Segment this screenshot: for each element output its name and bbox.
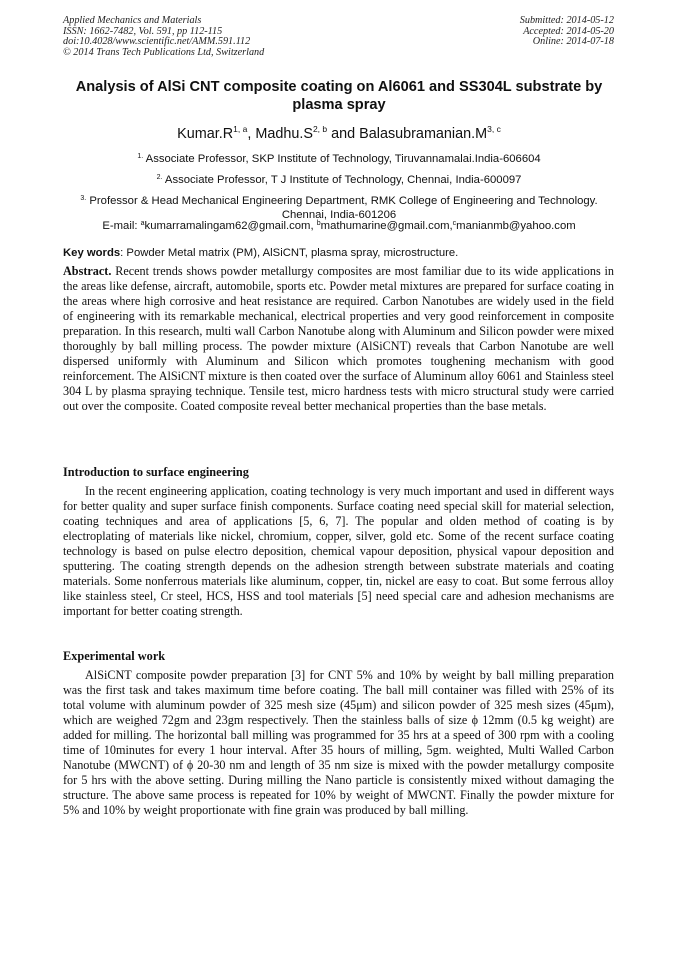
abstract-label: Abstract. [63,264,112,278]
email-line [60,220,618,232]
author-superscript: 2, b [312,124,328,134]
author-list [60,124,618,142]
author-superscript: 1, a [233,124,248,134]
affiliation-marker: 2. [156,174,163,181]
email-address[interactable]: manianmb@yahoo.com [456,220,576,232]
submitted-date: Submitted: 2014-05-12 [519,15,614,26]
email-marker: a [140,220,145,227]
abstract [63,264,614,414]
section-paragraph [63,484,614,619]
affiliation-text: Professor & Head Mechanical Engineering Department, RMK College of Engineering and Technology. Chennai, India-601206 [89,195,598,221]
online-date: Online: 2014-07-18 [532,36,614,48]
affiliation-marker: 3. [80,195,87,202]
paper-title: Analysis of AlSi CNT composite coating on Al6061 and SS304L substrate by plasma spray [75,79,603,113]
email-address[interactable]: mathumarine@gmail.com, [320,220,453,232]
dates-info [520,16,614,48]
author-separator: , [247,126,256,142]
email-marker: c [452,220,457,227]
doi-line: doi:10.4028/www.scientific.net/AMM.591.112 [63,36,251,48]
accepted-date: Accepted: 2014-05-20 [523,25,614,37]
author-name: Balasubramanian.M [359,126,488,142]
section-heading: Introduction to surface engineering [63,465,249,479]
affiliation-text: Associate Professor, SKP Institute of Technology, Tiruvannamalai.India-606604 [145,153,541,165]
keywords-text: : Powder Metal matrix (PM), AlSiCNT, plasma spray, microstructure. [120,247,459,259]
journal-info [63,16,264,58]
issn-line: ISSN: 1662-7482, Vol. 591, pp 112-115 [63,25,223,37]
paragraph-text: AlSiCNT composite powder preparation [3] for CNT 5% and 10% by weight by ball milling preparation was the first task and takes maximum time before coating. The ball mill container was filled with 25% of its total volume with aluminum powder of 325 mesh size (45μm) and silicon powder of 325 mesh sizes (45μm), which are weighed 72gm and 23gm respectively. Then the stainless balls of size ϕ 12mm (0.5 kg weight) are added for milling. The horizontal ball milling was programmed for 35 hrs at a speed of 300 rpm with a cooling time of 10minutes for every 1 hour interval. After 35 hours of milling, 5gm. weighted, Multi Walled Carbon Nanotube (MWCNT) of ϕ 20-30 nm and length of 35 nm size is mixed with the powder metallurgy composite for 5 hrs with the above setting. During milling the Nano particle is consistently mixed without damaging the structure. The above same process is repeated for 10% by weight of MWCNT. Finally the powder mixture for 5% and 10% by weight proportionate with fine grain was produced by ball milling. [63,668,614,818]
affiliation-1 [70,150,608,167]
keywords [63,247,618,259]
email-label: E-mail: [102,220,141,232]
abstract-text: Recent trends shows powder metallurgy composites are most familiar due to its wide applications in the areas like defense, aircraft, automobile, sports etc. Powder metal mixtures are prepared for surface coating in the areas where high corrosive and heat resistance are required. Carbon Nanotubes are widely used in the field of engineering with its remarkable mechanical, electrical properties and very good reinforcement in composite preparation. In this research, multi wall Carbon Nanotube along with Aluminum and Silicon powder were mixed thoroughly by ball milling process. The powder mixture (AlSiCNT) reveals that Carbon Nanotube are well dispersed uniformly with Aluminum and Silicon which promotes toughening mechanism with good reinforcement. The AlSiCNT mixture is then coated over the surface of Aluminum alloy 6061 and Stainless steel 304 L by plasma spraying technique. Tensile test, micro hardness tests with micro structural study were carried out over the composite. Coated composite reveal better mechanical properties than the base metals. [63,264,614,414]
keywords-label: Key words [63,247,121,259]
author-name: Madhu.S [255,126,313,142]
affiliation-2 [70,171,608,188]
author-superscript: 3, c [487,124,501,134]
affiliation-text: Associate Professor, T J Institute of Technology, Chennai, India-600097 [164,174,522,186]
section-heading: Experimental work [63,649,166,663]
affiliation-3 [70,192,608,223]
author-separator: and [327,126,360,142]
email-address[interactable]: kumarramalingam62@gmail.com, [144,220,317,232]
section-paragraph [63,668,614,818]
journal-name: Applied Mechanics and Materials [63,15,202,26]
affiliation-marker: 1. [137,153,144,160]
paragraph-text: In the recent engineering application, coating technology is very much important and used in different ways for better quality and super surface finish components. Surface coating need special skill for material selection, coating techniques and area of applications [5, 6, 7]. The popular and olden method of coating is by electroplating of materials like nickel, chromium, copper, silver, gold etc. Some of the recent surface coating technology is based on pulse electro deposition, chemical vapour deposition, physical vapour deposition and sputtering. The coating strength depends on the adhesion strength between substrate materials and coating materials. Some nonferrous materials like aluminum, copper, tin, nickel are easy to coat. But some ferrous alloy like stainless steel, Cr steel, HCS, HSS and tool materials [5] need special care and adhesion mechanisms are important for better coating strength. [63,484,614,619]
email-marker: b [316,220,321,227]
copyright-line: © 2014 Trans Tech Publications Ltd, Switzerland [63,46,265,58]
author-name: Kumar.R [177,126,234,142]
